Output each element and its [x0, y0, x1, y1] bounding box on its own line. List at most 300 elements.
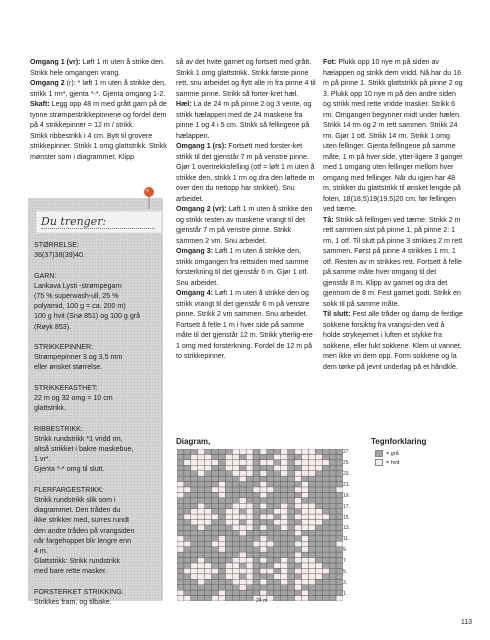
chart-cell-gray	[239, 482, 246, 487]
chart-cell-white	[232, 465, 239, 470]
chart-cell-gray	[274, 552, 281, 557]
chart-cell-white	[308, 449, 315, 454]
chart-cell-gray	[198, 498, 205, 503]
chart-cell-gray	[212, 530, 219, 535]
legend-swatch	[375, 459, 383, 466]
chart-cell-gray	[184, 498, 191, 503]
chart-cell-gray	[308, 547, 315, 552]
chart-cell-gray	[177, 579, 184, 584]
paragraph-heading: Omgang 3:	[176, 247, 214, 255]
chart-cell-gray	[177, 525, 184, 530]
chart-cell-white	[302, 454, 309, 459]
chart-cell-gray	[212, 579, 219, 584]
chart-cell-white	[336, 541, 343, 546]
chart-cell-gray	[212, 503, 219, 508]
chart-cell-white	[232, 579, 239, 584]
chart-cell-gray	[246, 552, 253, 557]
title-divider	[41, 228, 155, 229]
chart-cell-white	[239, 460, 246, 465]
chart-cell-gray	[260, 454, 267, 459]
chart-cell-gray	[288, 476, 295, 481]
chart-cell-gray	[315, 498, 322, 503]
chart-cell-white	[184, 514, 191, 519]
chart-cell-gray	[329, 482, 336, 487]
chart-cell-white	[246, 568, 253, 573]
chart-cell-gray	[329, 558, 336, 563]
chart-cell-gray	[336, 503, 343, 508]
chart-cell-gray	[205, 552, 212, 557]
chart-cell-white	[246, 579, 253, 584]
chart-cell-gray	[274, 482, 281, 487]
chart-cell-white	[295, 568, 302, 573]
row-label: 1.	[343, 590, 348, 597]
paragraph-text: Strikk ribbestrikk i 4 cm. Bytt til grovere strikkepinner. Strikk 1 omg glattstrikk. Strikk mønster som i diagrammet. Klipp	[30, 131, 167, 161]
chart-cell-gray	[288, 449, 295, 454]
chart-cell-gray	[191, 596, 198, 601]
chart-cell-gray	[232, 590, 239, 595]
chart-cell-gray	[212, 525, 219, 530]
chart-cell-white	[232, 520, 239, 525]
paragraph-text: Legg opp 48 m med grått garn på de tynne strømpestrikkepinnene og fordel dem på 4 strikkepinner = 12 m / strikk.	[30, 100, 167, 129]
chart-cell-gray	[315, 547, 322, 552]
chart-cell-white	[198, 471, 205, 476]
chart-cell-gray	[336, 590, 343, 595]
row-label: 13.	[343, 525, 350, 532]
row-label: 23.	[343, 471, 350, 478]
chart-cell-gray	[288, 563, 295, 568]
chart-cell-gray	[177, 498, 184, 503]
chart-cell-gray	[267, 574, 274, 579]
chart-cell-white	[336, 487, 343, 492]
chart-cell-gray	[267, 547, 274, 552]
row-label: 27.	[343, 449, 350, 456]
chart-cell-gray	[315, 558, 322, 563]
chart-cell-white	[267, 514, 274, 519]
chart-cell-white	[260, 547, 267, 552]
chart-cell-gray	[288, 498, 295, 503]
chart-cell-white	[267, 541, 274, 546]
row-label: 19.	[343, 492, 350, 499]
chart-cell-white	[315, 465, 322, 470]
chart-cell-white	[239, 498, 246, 503]
chart-cell-gray	[322, 482, 329, 487]
chart-cell-gray	[225, 498, 232, 503]
chart-cell-gray	[322, 503, 329, 508]
chart-cell-gray	[267, 585, 274, 590]
chart-cell-gray	[267, 552, 274, 557]
chart-cell-white	[295, 514, 302, 519]
chart-cell-white	[315, 460, 322, 465]
chart-cell-gray	[184, 476, 191, 481]
chart-cell-white	[205, 520, 212, 525]
materials-line: Strikkes fram, og tilbake.	[34, 598, 112, 607]
chart-cell-white	[225, 509, 232, 514]
chart-cell-gray	[177, 552, 184, 557]
chart-cell-gray	[288, 454, 295, 459]
materials-line: ikke strikker med, surres rundt	[34, 516, 130, 525]
chart-cell-gray	[232, 596, 239, 601]
paragraph	[30, 131, 170, 163]
chart-cell-gray	[260, 563, 267, 568]
chart-cell-white	[315, 514, 322, 519]
chart-cell-gray	[336, 492, 343, 497]
chart-cell-white	[191, 454, 198, 459]
chart-cell-gray	[329, 503, 336, 508]
chart-cell-gray	[246, 476, 253, 481]
chart-cell-gray	[253, 514, 260, 519]
chart-cell-gray	[274, 460, 281, 465]
chart-cell-white	[281, 503, 288, 508]
chart-cell-white	[302, 547, 309, 552]
chart-cell-white	[191, 465, 198, 470]
chart-cell-white	[184, 596, 191, 601]
chart-cell-white	[260, 503, 267, 508]
chart-cell-gray	[219, 465, 226, 470]
chart-cell-gray	[308, 596, 315, 601]
chart-cell-gray	[225, 547, 232, 552]
chart-cell-gray	[177, 503, 184, 508]
chart-cell-gray	[267, 509, 274, 514]
chart-row-labels	[343, 449, 357, 601]
chart-cell-white	[308, 503, 315, 508]
chart-cell-gray	[329, 476, 336, 481]
chart-cell-gray	[329, 525, 336, 530]
chart-cell-gray	[281, 492, 288, 497]
chart-cell-gray	[191, 498, 198, 503]
chart-cell-gray	[322, 487, 329, 492]
paragraph-text: Fest alle tråder og damp de ferdige sokkene forsiktig fra vrangsi-den ved å holde strykejernet i luften et stykke fra sokkene, eller fukt sokkene. Klem ut vannet, men ikke vri dem opp. Form sokkene og la dem tørke på jevnt underlag på et håndkle.	[323, 310, 463, 371]
chart-cell-white	[191, 514, 198, 519]
chart-cell-gray	[322, 536, 329, 541]
chart-cell-gray	[177, 585, 184, 590]
paragraph-text: Plukk opp 10 nye m på siden av hælappen og strikk dem vridd. Nå har du 16 m på pinne 1. Strikk glattstrikk på pinne 2 og 3. Plukk opp 10 nye m på den andre siden og strikk med rette vridde masker. Strikk 6 rm. Omgangen begynner midt under hælen. Strikk 14 rm og 2 m rett sammen. Strikk 24 rm. Gjør 1 otf. Strikk 14 rm. Strikk 1 omg uten fellinger. Gjenta fellingene på samme måte, 1 m på hver side, ytter-ligere 3 ganger med 1 omgang uten fellinger mellom hver omgang med fellinger. Når du igjen har 48 m, strikker du glattstrikk til ønsket lengde på foten, 18(18,5)19(19,5)20 cm, før fellingen ved tærne.	[323, 58, 463, 213]
chart-cell-gray	[315, 503, 322, 508]
chart-cell-gray	[288, 509, 295, 514]
chart-cell-gray	[212, 585, 219, 590]
chart-cell-white	[239, 476, 246, 481]
chart-cell-white	[295, 579, 302, 584]
chart-cell-white	[315, 454, 322, 459]
legend-item	[375, 458, 399, 467]
paragraph	[30, 57, 170, 78]
chart-cell-gray	[184, 579, 191, 584]
chart-cell-white	[281, 460, 288, 465]
chart-cell-gray	[219, 552, 226, 557]
chart-cell-gray	[322, 574, 329, 579]
chart-cell-gray	[315, 492, 322, 497]
paragraph-heading: Omgang 1 (rs):	[176, 142, 227, 150]
chart-cell-gray	[336, 552, 343, 557]
chart-cell-gray	[336, 476, 343, 481]
chart-cell-white	[267, 568, 274, 573]
chart-cell-gray	[253, 536, 260, 541]
chart-cell-gray	[219, 471, 226, 476]
chart-cell-white	[198, 449, 205, 454]
chart-cell-gray	[177, 460, 184, 465]
chart-cell-gray	[274, 530, 281, 535]
chart-cell-white	[239, 552, 246, 557]
materials-line: (Røyk 853).	[34, 322, 72, 331]
chart-cell-gray	[198, 476, 205, 481]
chart-cell-white	[281, 525, 288, 530]
chart-cell-gray	[191, 536, 198, 541]
chart-cell-gray	[177, 514, 184, 519]
chart-cell-gray	[315, 487, 322, 492]
chart-cell-white	[302, 482, 309, 487]
chart-cell-gray	[184, 454, 191, 459]
chart-cell-gray	[246, 530, 253, 535]
chart-cell-white	[302, 590, 309, 595]
chart-cell-white	[212, 596, 219, 601]
chart-cell-white	[198, 563, 205, 568]
chart-cell-white	[191, 563, 198, 568]
chart-cell-white	[232, 503, 239, 508]
row-label: 3.	[343, 579, 348, 586]
materials-line: Strikk rundstrikk slik som i	[34, 496, 116, 504]
chart-cell-gray	[212, 552, 219, 557]
chart-cell-gray	[184, 525, 191, 530]
materials-line: altså strikket i bakre maskebue,	[34, 445, 134, 453]
paragraph	[176, 99, 316, 141]
chart-cell-white	[205, 509, 212, 514]
paragraph-text: La de 24 m på pinne 2 og 3 vente, og strikk hælappen med de 24 maskene fra pinne 1 og 4 i 5 cm. Strikk så fellingene på hælappen.	[176, 100, 312, 140]
chart-cell-gray	[295, 574, 302, 579]
chart-cell-white	[232, 574, 239, 579]
paragraph-heading: Til slutt:	[323, 310, 351, 318]
chart-cell-white	[274, 454, 281, 459]
chart-cell-white	[198, 454, 205, 459]
chart-cell-gray	[308, 482, 315, 487]
materials-line: Glattstrikk: Strikk rundstrikk	[34, 557, 120, 566]
chart-cell-gray	[274, 514, 281, 519]
chart-cell-gray	[322, 579, 329, 584]
chart-cell-white	[232, 563, 239, 568]
chart-cell-gray	[274, 568, 281, 573]
chart-cell-gray	[329, 547, 336, 552]
paragraph	[323, 309, 463, 372]
chart-cell-gray	[246, 547, 253, 552]
chart-cell-white	[308, 465, 315, 470]
row-label: 17.	[343, 503, 350, 510]
chart-cell-white	[281, 579, 288, 584]
chart-cell-white	[281, 509, 288, 514]
chart-cell-white	[239, 525, 246, 530]
chart-cell-gray	[329, 514, 336, 519]
chart-cell-white	[302, 503, 309, 508]
chart-cell-white	[308, 509, 315, 514]
chart-cell-gray	[184, 536, 191, 541]
chart-cell-gray	[205, 482, 212, 487]
chart-cell-gray	[302, 552, 309, 557]
chart-cell-gray	[315, 476, 322, 481]
chart-cell-gray	[267, 520, 274, 525]
materials-line: STRIKKEFASTHET:	[34, 383, 98, 392]
chart-cell-gray	[205, 585, 212, 590]
chart-cell-gray	[322, 520, 329, 525]
chart-cell-gray	[336, 465, 343, 470]
chart-cell-gray	[219, 514, 226, 519]
chart-cell-gray	[288, 514, 295, 519]
chart-cell-gray	[315, 525, 322, 530]
chart-cell-gray	[239, 590, 246, 595]
chart-cell-gray	[246, 482, 253, 487]
chart-cell-gray	[322, 449, 329, 454]
chart-cell-white	[302, 487, 309, 492]
chart-cell-gray	[329, 541, 336, 546]
chart-cell-gray	[274, 558, 281, 563]
spacer	[34, 332, 159, 342]
chart-cell-gray	[260, 520, 267, 525]
chart-cell-gray	[322, 509, 329, 514]
chart-cell-gray	[267, 563, 274, 568]
chart-cell-gray	[315, 530, 322, 535]
chart-cell-gray	[205, 579, 212, 584]
chart-cell-gray	[267, 590, 274, 595]
chart-cell-gray	[184, 530, 191, 535]
chart-cell-gray	[315, 471, 322, 476]
chart-cell-gray	[205, 547, 212, 552]
chart-cell-gray	[212, 471, 219, 476]
chart-cell-gray	[322, 492, 329, 497]
chart-cell-gray	[177, 476, 184, 481]
chart-cell-gray	[336, 574, 343, 579]
chart-cell-white	[212, 460, 219, 465]
chart-cell-gray	[246, 487, 253, 492]
chart-cell-gray	[288, 552, 295, 557]
chart-cell-gray	[253, 482, 260, 487]
chart-cell-gray	[184, 552, 191, 557]
chart-cell-gray	[336, 449, 343, 454]
chart-cell-gray	[329, 471, 336, 476]
paragraph-heading: Hæl:	[176, 100, 192, 108]
chart-cell-gray	[288, 460, 295, 465]
chart-cell-gray	[253, 574, 260, 579]
materials-line: når fargehoppet blir lengre enn	[34, 536, 132, 545]
chart-cell-gray	[219, 460, 226, 465]
chart-cell-gray	[212, 492, 219, 497]
chart-cell-white	[246, 454, 253, 459]
chart-cell-gray	[267, 498, 274, 503]
page-number: 113	[460, 619, 472, 626]
chart-cell-gray	[288, 541, 295, 546]
chart-cell-white	[177, 596, 184, 601]
chart-cell-gray	[239, 547, 246, 552]
materials-line: STRIKKEPINNER:	[34, 343, 94, 351]
chart-cell-white	[267, 460, 274, 465]
chart-cell-gray	[329, 487, 336, 492]
chart-cell-gray	[184, 547, 191, 552]
chart-cell-white	[260, 525, 267, 530]
chart-cell-gray	[253, 568, 260, 573]
paragraph-text: (r): * løft 1 m uten å strikke den, strikk 1 rm*, gjenta *-*. Gjenta omgang 1-2.	[30, 79, 167, 98]
chart-cell-gray	[184, 465, 191, 470]
chart-cell-gray	[274, 525, 281, 530]
chart-cell-gray	[246, 596, 253, 601]
chart-cell-white	[198, 558, 205, 563]
chart-cell-white	[302, 568, 309, 573]
paragraph	[30, 78, 170, 99]
chart-cell-gray	[239, 536, 246, 541]
materials-line: polyamid, 100 g = ca. 200 m)	[34, 302, 126, 311]
chart-cell-gray	[232, 552, 239, 557]
chart-cell-white	[232, 558, 239, 563]
chart-cell-gray	[225, 596, 232, 601]
chart-cell-gray	[295, 547, 302, 552]
spacer	[34, 475, 159, 485]
chart-cell-white	[295, 596, 302, 601]
chart-cell-white	[260, 541, 267, 546]
chart-cell-gray	[302, 476, 309, 481]
chart-cell-gray	[295, 482, 302, 487]
materials-line: Lankava Lysti -strømpegarn	[34, 281, 122, 290]
paragraph-text: Fortsett med forster-ket strikk til det gjenstår 7 m på venstre pinne. Gjør 1 overtrekksfelling (otf = løft 1 m uten å strikke den, strikk 1 rm og dra den løftede m over den du nettopp har strikket). Snu arbeidet.	[176, 142, 315, 203]
chart-cell-gray	[322, 596, 329, 601]
chart-cell-gray	[205, 530, 212, 535]
chart-cell-gray	[288, 547, 295, 552]
chart-cell-gray	[295, 492, 302, 497]
chart-cell-gray	[260, 498, 267, 503]
chart-cell-gray	[184, 585, 191, 590]
chart-cell-gray	[198, 596, 205, 601]
chart-cell-white	[191, 568, 198, 573]
chart-cell-white	[246, 514, 253, 519]
chart-cell-white	[302, 536, 309, 541]
chart-cell-gray	[239, 465, 246, 470]
chart-cell-gray	[184, 563, 191, 568]
chart-cell-gray	[274, 547, 281, 552]
chart-cell-gray	[336, 471, 343, 476]
chart-cell-white	[225, 568, 232, 573]
chart-cell-gray	[225, 492, 232, 497]
chart-cell-gray	[281, 596, 288, 601]
chart-cell-gray	[322, 498, 329, 503]
chart-cell-white	[302, 579, 309, 584]
chart-cell-gray	[281, 476, 288, 481]
chart-cell-gray	[219, 568, 226, 573]
chart-cell-gray	[295, 590, 302, 595]
chart-cell-gray	[184, 520, 191, 525]
chart-cell-gray	[177, 574, 184, 579]
chart-cell-white	[260, 492, 267, 497]
chart-cell-gray	[308, 498, 315, 503]
chart-cell-white	[295, 552, 302, 557]
chart-cell-white	[198, 520, 205, 525]
chart-cell-gray	[336, 454, 343, 459]
chart-cell-gray	[219, 476, 226, 481]
chart-cell-white	[177, 487, 184, 492]
chart-cell-white	[253, 487, 260, 492]
materials-line: RIBBESTRIKK:	[34, 424, 83, 433]
chart-cell-white	[239, 579, 246, 584]
chart-cell-gray	[322, 585, 329, 590]
chart-cell-gray	[225, 590, 232, 595]
chart-cell-gray	[225, 530, 232, 535]
chart-cell-white	[295, 503, 302, 508]
chart-cell-white	[246, 503, 253, 508]
chart-cell-gray	[225, 579, 232, 584]
chart-cell-gray	[274, 596, 281, 601]
chart-cell-gray	[177, 563, 184, 568]
chart-cell-gray	[212, 520, 219, 525]
chart-cell-gray	[281, 541, 288, 546]
chart-cell-gray	[253, 547, 260, 552]
chart-cell-gray	[212, 449, 219, 454]
row-label: 21.	[343, 482, 350, 488]
chart-cell-white	[295, 449, 302, 454]
chart-cell-gray	[302, 585, 309, 590]
chart-cell-gray	[322, 471, 329, 476]
chart-cell-gray	[198, 482, 205, 487]
